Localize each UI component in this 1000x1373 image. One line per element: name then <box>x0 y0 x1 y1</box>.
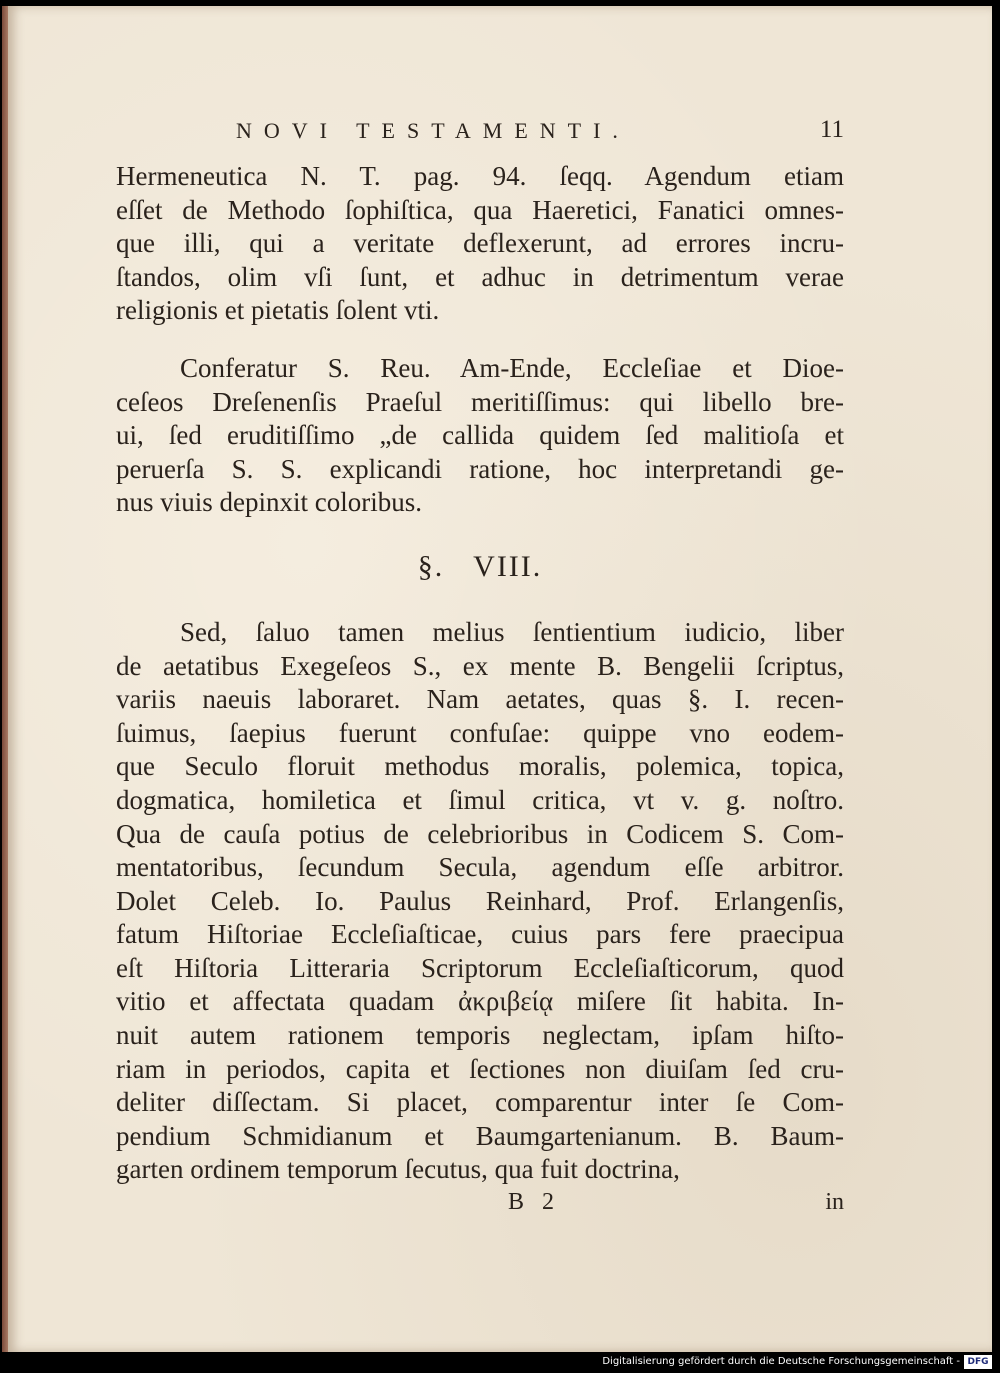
paragraph <box>116 616 844 1187</box>
paragraph <box>116 352 844 520</box>
text-line: mentatoribus, ſecundum Secula, agendum eſſe arbitror. <box>116 852 844 883</box>
section-sign: §. <box>417 549 445 583</box>
text-line: dogmatica, homiletica et ſimul critica, vt v. g. noſtro. <box>116 784 844 815</box>
text-line: religionis et pietatis ſolent vti. <box>116 295 440 326</box>
page-footer <box>116 1189 844 1223</box>
signature-mark: B 2 <box>508 1189 561 1216</box>
text-line: que illi, qui a veritate deflexerunt, ad errores incru- <box>116 228 844 259</box>
text-line: pendium Schmidianum et Baumgartenianum. B. Baum- <box>116 1120 844 1151</box>
book-page <box>8 6 992 1352</box>
digitization-bar <box>0 1352 1000 1373</box>
text-line: deliter diſſectam. Si placet, comparentur inter ſe Com- <box>116 1087 844 1118</box>
running-title: NOVI TESTAMENTI. <box>236 118 630 143</box>
text-line: variis naeuis laboraret. Nam aetates, quas §. I. recen- <box>116 684 844 715</box>
page-number: 11 <box>819 116 844 143</box>
section-number: VIII. <box>473 549 543 583</box>
text-line: Qua de cauſa potius de celebrioribus in Codicem S. Com- <box>116 818 844 849</box>
text-line: Conferatur S. Reu. Am-Ende, Eccleſiae et Dioe- <box>180 352 844 383</box>
text-line: ceſeos Dreſenenſis Praeſul meritiſſimus: qui libello bre- <box>116 386 844 417</box>
text-line: nus viuis depinxit coloribus. <box>116 487 422 518</box>
catchword: in <box>825 1189 844 1216</box>
text-line: eſſet de Methodo ſophiſtica, qua Haeretici, Fanatici omnes- <box>116 194 844 225</box>
text-line: vitio et affectata quadam ἀκριβείᾳ miſere ſit habita. In- <box>116 986 844 1017</box>
paragraph <box>116 160 844 328</box>
text-line: fatum Hiſtoriae Eccleſiaſticae, cuius pars fere praecipua <box>116 919 844 950</box>
text-line: nuit autem rationem temporis neglectam, ipſam hiſto- <box>116 1020 844 1051</box>
text-line: Sed, ſaluo tamen melius ſentientium iudicio, liber <box>180 616 844 647</box>
dfg-logo: DFG <box>964 1355 992 1369</box>
text-line: que Seculo floruit methodus moralis, polemica, topica, <box>116 751 844 782</box>
text-line: Dolet Celeb. Io. Paulus Reinhard, Prof. Erlangenſis, <box>116 885 844 916</box>
text-line: eſt Hiſtoria Litteraria Scriptorum Eccleſiaſticorum, quod <box>116 952 844 983</box>
text-line: ui, ſed eruditiſſimo „de callida quidem ſed malitioſa et <box>116 420 844 451</box>
digitization-note: Digitalisierung gefördert durch die Deutsche Forschungsgemeinschaft - <box>602 1356 960 1367</box>
text-line: Hermeneutica N. T. pag. 94. ſeqq. Agendum etiam <box>116 161 844 191</box>
text-line: ſuimus, ſaepius fuerunt confuſae: quippe vno eodem- <box>116 717 844 748</box>
section-heading <box>116 550 844 584</box>
text-line: peruerſa S. S. explicandi ratione, hoc interpretandi ge- <box>116 453 844 484</box>
text-line: garten ordinem temporum ſecutus, qua fuit doctrina, <box>116 1154 680 1185</box>
text-line: de aetatibus Exegeſeos S., ex mente B. Bengelii ſcriptus, <box>116 650 844 681</box>
text-line: riam in periodos, capita et ſectiones non diuiſam ſed cru- <box>116 1053 844 1084</box>
text-line: ſtandos, olim vſi ſunt, et adhuc in detrimentum verae <box>116 261 844 292</box>
page-text-block <box>116 106 844 1223</box>
running-head <box>116 106 844 156</box>
